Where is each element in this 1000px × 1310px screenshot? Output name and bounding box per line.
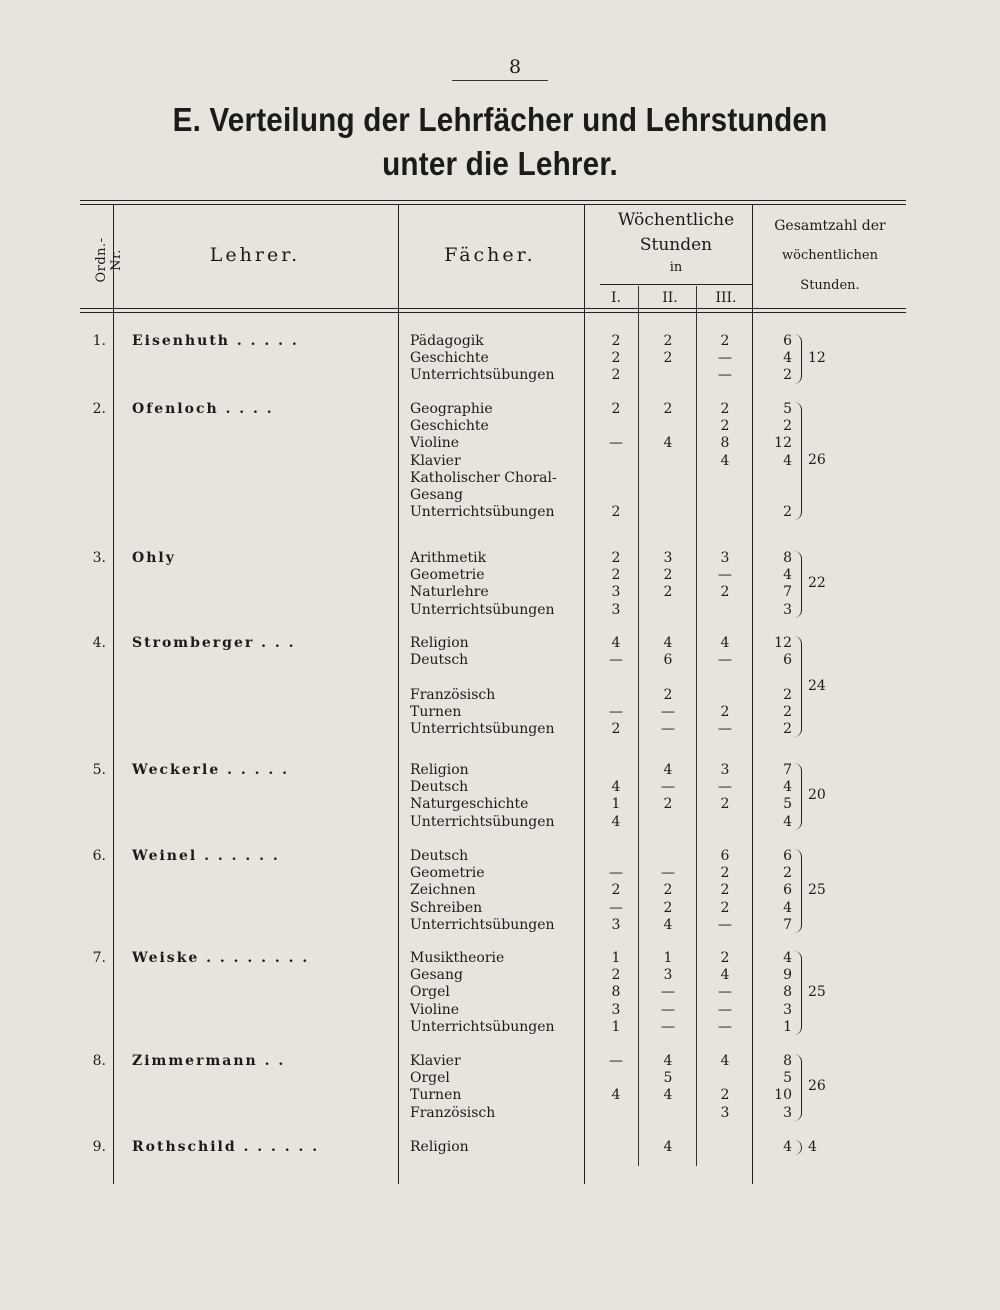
hours-class-1: 3: [611, 1001, 621, 1018]
header-ordn: Ordn.-Nr.: [94, 237, 124, 283]
hours-class-2: 2: [663, 333, 673, 349]
hours-class-3: —: [718, 652, 732, 669]
teacher-grand-total: 24: [808, 677, 826, 694]
subject-total: 6: [783, 882, 792, 899]
hours-class-1: —: [609, 899, 623, 916]
header-weekly-1: Wöchentliche: [617, 210, 735, 230]
page-number-rule: [452, 80, 548, 81]
hours-class-3: —: [718, 367, 732, 384]
page-title: [104, 98, 896, 186]
hours-class-3: 3: [720, 550, 730, 566]
subject-total: 2: [783, 703, 792, 720]
hours-class-2: —: [661, 1018, 675, 1035]
hours-class-3: 4: [720, 635, 730, 651]
subject-total: 6: [783, 848, 792, 864]
total-brace: [794, 951, 802, 1035]
total-brace: [794, 334, 802, 384]
subject-total: 6: [783, 652, 792, 669]
subject-total: 4: [783, 452, 792, 469]
hours-class-1: 3: [611, 601, 621, 618]
header-class-1: I.: [611, 290, 621, 306]
subject-name: Unterrichtsübungen: [410, 916, 555, 933]
hours-class-3: —: [718, 721, 732, 737]
subject-total: 7: [783, 762, 792, 778]
hours-class-2: 3: [663, 550, 673, 566]
teacher-name: Ohly: [132, 550, 176, 566]
hours-class-3: 2: [720, 333, 730, 349]
hours-class-3: —: [718, 984, 732, 1001]
teacher-name: Stromberger . . .: [132, 635, 296, 651]
teacher-name: Rothschild . . . . . .: [132, 1139, 320, 1155]
subject-total: 3: [783, 1104, 792, 1121]
hours-class-1: —: [609, 435, 623, 452]
hours-class-1: 3: [611, 584, 621, 601]
subject-name: Naturgeschichte: [410, 796, 529, 813]
subject-total: 4: [783, 813, 792, 830]
hours-class-2: 4: [663, 1053, 673, 1069]
subject-total: 5: [783, 1070, 792, 1087]
header-subjects: Fächer.: [444, 244, 536, 266]
hours-class-2: 2: [663, 401, 673, 417]
table-top-rule: [80, 200, 906, 201]
subject-name: Violine: [410, 435, 460, 452]
hours-class-2: 4: [663, 435, 673, 452]
hours-class-1: 2: [611, 350, 621, 367]
hours-class-2: 4: [663, 1087, 673, 1104]
hours-class-2: 2: [663, 567, 673, 584]
subject-name: Gesang: [410, 487, 463, 503]
hours-class-2: 3: [663, 967, 673, 984]
subject-total: 5: [783, 796, 792, 813]
subject-name: Zeichnen: [410, 882, 476, 899]
subject-name: Klavier: [410, 1053, 461, 1069]
subject-name: Pädagogik: [410, 333, 484, 349]
hours-class-3: 6: [720, 848, 730, 864]
hours-class-3: 3: [720, 762, 730, 778]
subject-name: Violine: [410, 1001, 460, 1018]
subject-name: Geschichte: [410, 418, 489, 435]
subject-name: Schreiben: [410, 899, 483, 916]
subject-total: 3: [783, 601, 792, 618]
hours-class-1: 4: [611, 1087, 621, 1104]
hours-class-3: 2: [720, 865, 730, 882]
subject-total: 8: [783, 1053, 792, 1069]
hours-class-1: 3: [611, 916, 621, 933]
hours-class-2: 2: [663, 899, 673, 916]
teacher-number: 1.: [92, 333, 106, 349]
hours-class-3: 2: [720, 418, 730, 435]
hours-class-3: —: [718, 916, 732, 933]
subject-name: Unterrichtsübungen: [410, 504, 555, 521]
subject-name: Deutsch: [410, 652, 469, 669]
teacher-name: Ofenloch . . . .: [132, 401, 274, 417]
subject-name: Musiktheorie: [410, 950, 505, 966]
subject-total: 10: [774, 1087, 792, 1104]
hours-class-1: 8: [611, 984, 621, 1001]
total-brace: [794, 636, 802, 737]
subject-name: Unterrichtsübungen: [410, 1018, 555, 1035]
hours-class-2: 2: [663, 882, 673, 899]
teacher-grand-total: 22: [808, 575, 826, 592]
teacher-number: 6.: [92, 848, 106, 864]
hours-class-2: 6: [663, 652, 673, 669]
subject-total: 12: [774, 635, 792, 651]
total-brace: [794, 849, 802, 933]
hours-class-1: 1: [611, 796, 621, 813]
subject-total: 2: [783, 504, 792, 521]
teacher-grand-total: 25: [808, 984, 826, 1000]
col-divider-class1: [638, 286, 639, 1166]
teacher-number: 5.: [92, 762, 106, 778]
hours-class-2: —: [661, 865, 675, 882]
hours-class-3: 4: [720, 452, 730, 469]
subject-total: 2: [783, 686, 792, 703]
subject-total: 2: [783, 418, 792, 435]
hours-class-2: 4: [663, 635, 673, 651]
subject-name: Arithmetik: [410, 550, 487, 566]
subject-name: Unterrichtsübungen: [410, 601, 555, 618]
subject-name: Orgel: [410, 1070, 450, 1087]
hours-class-2: 4: [663, 762, 673, 778]
hours-class-3: 8: [720, 435, 730, 452]
hours-class-1: 2: [611, 721, 621, 737]
hours-class-3: 2: [720, 882, 730, 899]
hours-class-1: 2: [611, 550, 621, 566]
subject-total: 1: [783, 1018, 792, 1035]
subject-total: 4: [783, 899, 792, 916]
subject-total: 4: [783, 350, 792, 367]
teacher-grand-total: 4: [808, 1138, 817, 1155]
hours-class-2: 4: [663, 916, 673, 933]
col-divider-subjects: [584, 204, 585, 1184]
subject-total: 8: [783, 550, 792, 566]
hours-class-2: —: [661, 779, 675, 796]
teacher-number: 7.: [92, 950, 106, 966]
subject-total: 2: [783, 865, 792, 882]
subject-name: Geometrie: [410, 567, 485, 584]
teacher-name: Zimmermann . .: [132, 1053, 286, 1069]
hours-class-2: 5: [663, 1070, 673, 1087]
hours-class-3: 2: [720, 703, 730, 720]
hours-class-1: 2: [611, 567, 621, 584]
subject-name: Turnen: [410, 1087, 462, 1104]
total-brace: [794, 1054, 802, 1121]
teacher-number: 2.: [92, 401, 106, 417]
hours-class-2: —: [661, 721, 675, 737]
hours-class-2: 2: [663, 350, 673, 367]
title-line-2: unter die Lehrer.: [382, 145, 618, 182]
hours-class-1: 2: [611, 967, 621, 984]
header-weekly-3: in: [669, 260, 683, 275]
hours-class-1: 2: [611, 882, 621, 899]
hours-class-3: —: [718, 1001, 732, 1018]
subject-name: Deutsch: [410, 848, 469, 864]
hours-class-3: 2: [720, 950, 730, 966]
subject-name: Orgel: [410, 984, 450, 1001]
subject-name: Französisch: [410, 1104, 496, 1121]
hours-class-2: 1: [663, 950, 673, 966]
subject-name: Religion: [410, 635, 469, 651]
hours-class-1: 1: [611, 1018, 621, 1035]
subject-total: 3: [783, 1001, 792, 1018]
hours-class-1: 4: [611, 635, 621, 651]
subject-total: 7: [783, 584, 792, 601]
subject-name: Gesang: [410, 967, 463, 984]
hours-class-3: 2: [720, 796, 730, 813]
subject-total: 2: [783, 721, 792, 737]
hours-class-3: 2: [720, 1087, 730, 1104]
hours-class-2: —: [661, 1001, 675, 1018]
title-line-1: E. Verteilung der Lehrfächer und Lehrstunden: [172, 101, 828, 138]
header-weekly-2: Stunden: [639, 235, 713, 255]
subject-name: Französisch: [410, 686, 496, 703]
subject-name: Geographie: [410, 401, 493, 417]
subject-name: Religion: [410, 762, 469, 778]
header-class-2: II.: [662, 290, 678, 306]
hours-class-3: 4: [720, 1053, 730, 1069]
hours-class-1: 2: [611, 401, 621, 417]
header-bottom-rule: [80, 308, 906, 309]
hours-class-2: 2: [663, 796, 673, 813]
hours-class-1: 4: [611, 779, 621, 796]
hours-class-3: 2: [720, 584, 730, 601]
subject-total: 4: [783, 950, 792, 966]
col-divider-classes: [752, 204, 753, 1184]
subject-total: 12: [774, 435, 792, 452]
subject-name: Klavier: [410, 452, 461, 469]
subject-total: 9: [783, 967, 792, 984]
hours-class-1: —: [609, 703, 623, 720]
subject-total: 2: [783, 367, 792, 384]
teacher-grand-total: 20: [808, 787, 826, 804]
total-brace: [794, 402, 802, 520]
hours-class-1: —: [609, 652, 623, 669]
subject-name: Religion: [410, 1139, 469, 1155]
col-divider-class2: [696, 286, 697, 1166]
subject-total: 8: [783, 984, 792, 1001]
subject-name: Turnen: [410, 703, 462, 720]
hours-class-1: 1: [611, 950, 621, 966]
hours-class-3: —: [718, 1018, 732, 1035]
hours-class-2: —: [661, 984, 675, 1001]
subject-name: Katholischer Choral-: [410, 469, 557, 486]
hours-class-1: 2: [611, 333, 621, 349]
subject-total: 7: [783, 916, 792, 933]
subject-name: Unterrichtsübungen: [410, 367, 555, 384]
subject-name: Geschichte: [410, 350, 489, 367]
hours-class-3: 3: [720, 1104, 730, 1121]
col-divider-teacher: [398, 204, 399, 1184]
subject-name: Deutsch: [410, 779, 469, 796]
hours-class-2: 4: [663, 1139, 673, 1155]
hours-class-3: 4: [720, 967, 730, 984]
hours-class-2: —: [661, 703, 675, 720]
page-number: 8: [508, 56, 522, 78]
header-total-3: Stunden.: [800, 278, 860, 293]
teacher-grand-total: 25: [808, 882, 826, 898]
subject-total: 4: [783, 1139, 792, 1155]
hours-class-1: 2: [611, 367, 621, 384]
teacher-name: Eisenhuth . . . . .: [132, 333, 299, 349]
subject-name: Geometrie: [410, 865, 485, 882]
col-divider-ordn: [113, 204, 114, 1184]
hours-class-3: 2: [720, 899, 730, 916]
teacher-number: 3.: [92, 550, 106, 566]
teacher-grand-total: 26: [808, 1078, 826, 1095]
subject-name: Naturlehre: [410, 584, 489, 601]
teacher-grand-total: 12: [808, 349, 826, 366]
hours-class-1: 2: [611, 504, 621, 521]
total-brace: [794, 1140, 802, 1155]
subject-total: 6: [783, 333, 792, 349]
teacher-number: 8.: [92, 1053, 106, 1069]
header-total-1: Gesamtzahl der: [774, 218, 886, 234]
subject-name: Unterrichtsübungen: [410, 813, 555, 830]
hours-class-3: —: [718, 779, 732, 796]
header-bottom-rule-2: [80, 312, 906, 313]
hours-class-1: —: [609, 1053, 623, 1069]
hours-class-2: 2: [663, 584, 673, 601]
hours-class-3: —: [718, 567, 732, 584]
total-brace: [794, 763, 802, 830]
teacher-name: Weiske . . . . . . . .: [132, 950, 310, 966]
hours-class-1: —: [609, 865, 623, 882]
subject-name: Unterrichtsübungen: [410, 721, 555, 737]
hours-class-3: —: [718, 350, 732, 367]
teacher-grand-total: 26: [808, 452, 826, 469]
table-top-rule-2: [80, 204, 906, 205]
teacher-name: Weinel . . . . . .: [132, 848, 280, 864]
subject-total: 4: [783, 779, 792, 796]
header-class-3: III.: [715, 290, 737, 306]
header-teacher: Lehrer.: [209, 244, 301, 266]
subject-total: 4: [783, 567, 792, 584]
hours-class-2: 2: [663, 686, 673, 703]
teacher-name: Weckerle . . . . .: [132, 762, 289, 778]
header-total-2: wöchentlichen: [782, 248, 878, 263]
hours-class-3: 2: [720, 401, 730, 417]
class-header-rule: [600, 284, 752, 285]
total-brace: [794, 551, 802, 618]
hours-class-1: 4: [611, 813, 621, 830]
teacher-number: 4.: [92, 635, 106, 651]
subject-total: 5: [783, 401, 792, 417]
teacher-number: 9.: [92, 1139, 106, 1155]
